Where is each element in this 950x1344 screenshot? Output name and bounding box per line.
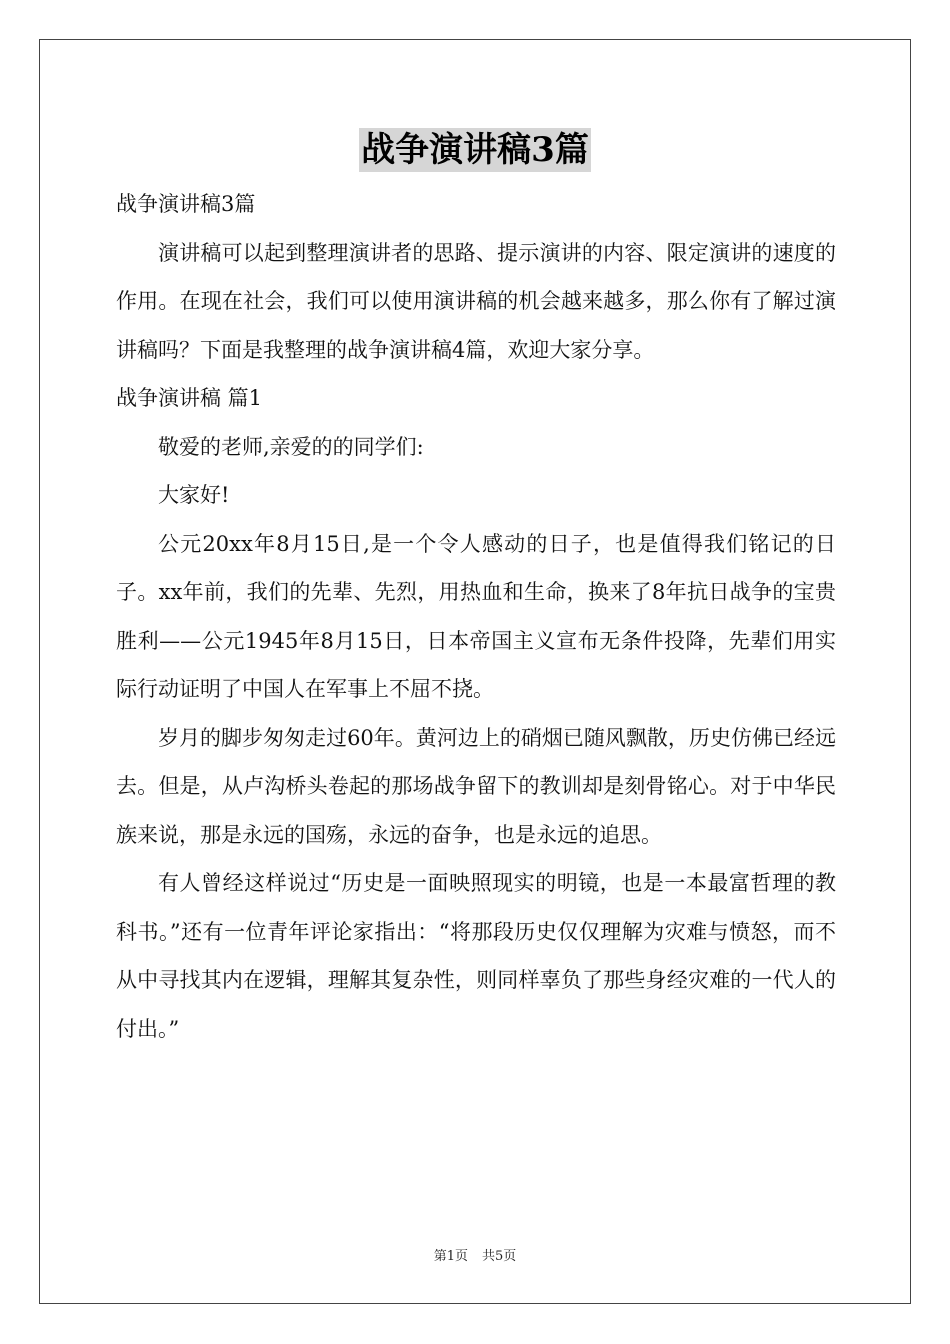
page-total: 共5页 bbox=[482, 1249, 517, 1264]
salutation: 敬爱的老师,亲爱的的同学们: bbox=[158, 434, 424, 459]
body-paragraph: 有人曾经这样说过“历史是一面映照现实的明镜，也是一本最富哲理的教科书。”还有一位青年评论家指出：“将那段历史仅仅理解为灾难与愤怒，而不从中寻找其内在逻辑，理解其复杂性，则同样辜负了那些身经灾难的一代人的付出。” bbox=[116, 871, 836, 1041]
body-paragraph: 岁月的脚步匆匆走过60年。黄河边上的硝烟已随风飘散，历史仿佛已经远去。但是，从卢沟桥头卷起的那场战争留下的教训却是刻骨铭心。对于中华民族来说，那是永远的国殇，永远的奋争，也是永远的追思。 bbox=[116, 725, 836, 847]
title-container bbox=[0, 128, 950, 172]
intro-paragraph: 演讲稿可以起到整理演讲者的思路、提示演讲的内容、限定演讲的速度的作用。在现在社会，我们可以使用演讲稿的机会越来越多，那么你有了解过演讲稿吗？下面是我整理的战争演讲稿4篇，欢迎大家分享。 bbox=[116, 240, 836, 362]
section-heading: 战争演讲稿 篇1 bbox=[116, 386, 263, 410]
body-paragraph: 公元20xx年8月15日,是一个令人感动的日子，也是值得我们铭记的日子。xx年前，我们的先辈、先烈，用热血和生命，换来了8年抗日战争的宝贵胜利——公元1945年8月15日，日本帝国主义宣布无条件投降，先辈们用实际行动证明了中国人在军事上不屈不挠。 bbox=[116, 531, 836, 701]
page-footer bbox=[0, 1245, 950, 1264]
page-number: 第1页 bbox=[433, 1249, 468, 1264]
greeting: 大家好! bbox=[158, 483, 230, 507]
document-subtitle: 战争演讲稿3篇 bbox=[116, 192, 256, 216]
document-title: 战争演讲稿3篇 bbox=[361, 130, 589, 170]
document-body bbox=[116, 180, 836, 1053]
